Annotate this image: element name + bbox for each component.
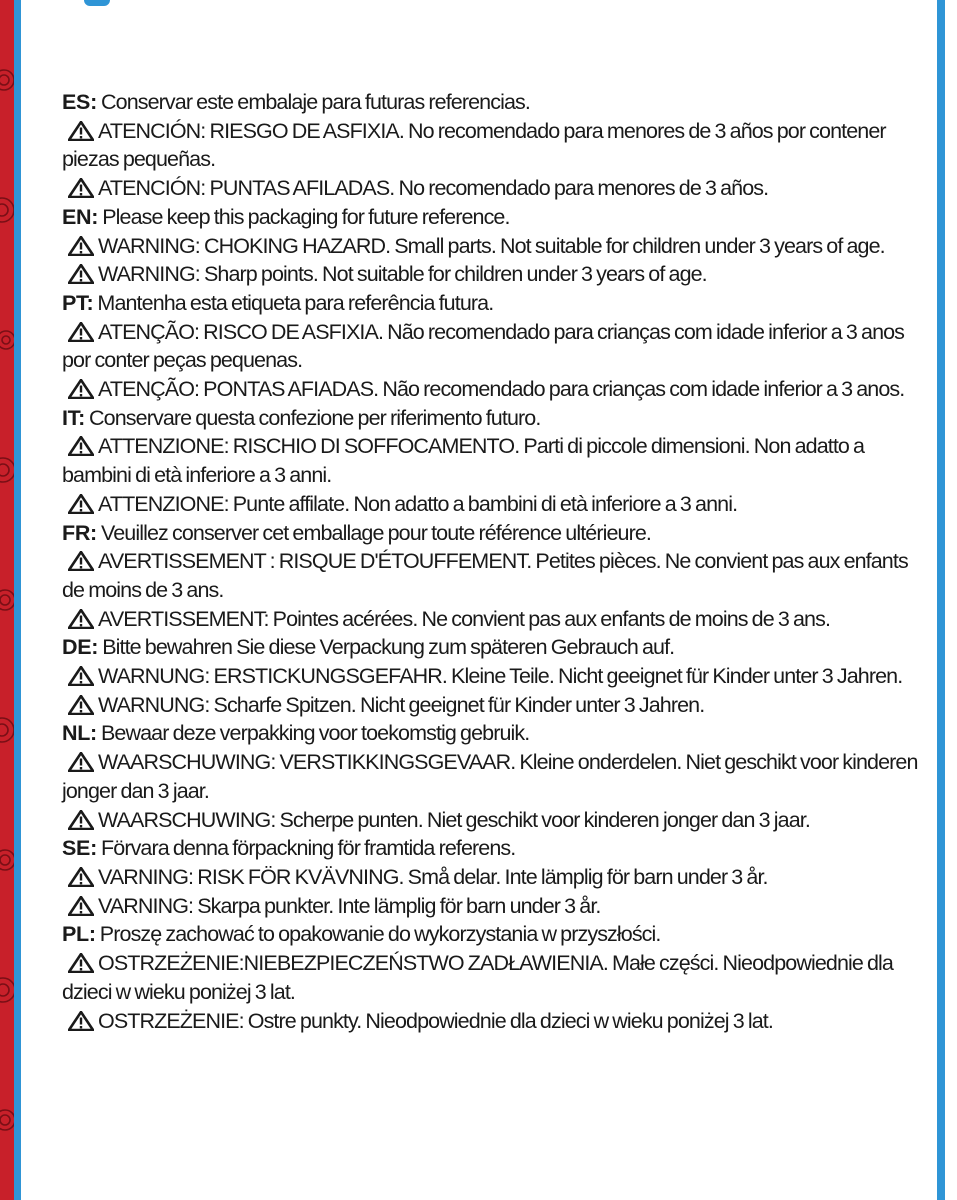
warning-line: [62, 232, 928, 261]
warning-text: OSTRZEŻENIE:NIEBEZPIECZEŃSTWO ZADŁAWIENIA. Małe części. Nieodpowiednie dla dzieci w wieku poniżej 3 lat.: [62, 951, 893, 1004]
keep-packaging-text: Förvara denna förpackning för framtida referens.: [96, 836, 516, 861]
warning-triangle-icon: [68, 752, 94, 772]
warning-text: ATENCIÓN: RIESGO DE ASFIXIA. No recomendado para menores de 3 años por contener piezas pequeñas.: [62, 118, 886, 172]
keep-packaging-text: Conservare questa confezione per riferimento futuro.: [84, 405, 541, 430]
left-decorative-strip: [0, 0, 14, 1200]
keep-packaging-text: Conservar este embalaje para futuras referencias.: [96, 90, 530, 114]
warning-line: [62, 662, 928, 691]
language-keep-line: [62, 203, 928, 232]
warning-triangle-icon: [68, 379, 94, 399]
keep-packaging-text: Bewaar deze verpakking voor toekomstig gebruik.: [96, 721, 530, 746]
warning-triangle-icon: [68, 1011, 94, 1031]
warning-text: ATTENZIONE: RISCHIO DI SOFFOCAMENTO. Parti di piccole dimensioni. Non adatto a bambini di età inferiore a 3 anni.: [62, 434, 865, 488]
warning-text: AVERTISSEMENT: Pointes acérées. Ne convient pas aux enfants de moins de 3 ans.: [98, 606, 831, 631]
warning-triangle-icon: [68, 953, 94, 973]
keep-packaging-text: Please keep this packaging for future reference.: [98, 204, 510, 229]
warning-triangle-icon: [68, 867, 94, 887]
language-keep-line: [62, 920, 928, 949]
warning-text: WARNUNG: ERSTICKUNGSGEFAHR. Kleine Teile. Nicht geeignet für Kinder unter 3 Jahren.: [98, 664, 903, 689]
warning-line: [62, 748, 928, 805]
warning-line: [62, 605, 928, 634]
warning-line: [62, 174, 928, 203]
warning-text: OSTRZEŻENIE: Ostre punkty. Nieodpowiednie dla dzieci w wieku poniżej 3 lat.: [98, 1008, 773, 1033]
warning-triangle-icon: [68, 264, 94, 284]
warning-text: ATTENZIONE: Punte affilate. Non adatto a bambini di età inferiore a 3 anni.: [98, 491, 738, 516]
warning-line: [62, 892, 928, 921]
warning-triangle-icon: [68, 178, 94, 198]
warning-line: [62, 863, 928, 892]
warning-triangle-icon: [68, 896, 94, 916]
warning-text: WARNING: CHOKING HAZARD. Small parts. Not suitable for children under 3 years of age.: [98, 233, 885, 258]
language-keep-line: [62, 404, 928, 433]
language-code: NL:: [62, 721, 97, 746]
warning-triangle-icon: [68, 810, 94, 830]
warning-text: WAARSCHUWING: Scherpe punten. Niet geschikt voor kinderen jonger dan 3 jaar.: [98, 807, 810, 832]
warning-text: ATENCIÓN: PUNTAS AFILADAS. No recomendado para menores de 3 años.: [98, 176, 769, 201]
warning-triangle-icon: [68, 322, 94, 342]
right-margin: [945, 0, 957, 1200]
warning-line: [62, 1007, 928, 1036]
warning-line: [62, 806, 928, 835]
warning-text: ATENÇÃO: RISCO DE ASFIXIA. Não recomendado para crianças com idade inferior a 3 anos por conter peças pequenas.: [62, 319, 905, 373]
warning-line: [62, 375, 928, 404]
language-keep-line: [62, 519, 928, 548]
warning-text: VARNING: Skarpa punkter. Inte lämplig för barn under 3 år.: [98, 893, 601, 918]
warning-triangle-icon: [68, 236, 94, 256]
language-keep-line: [62, 633, 928, 662]
warning-line: [62, 949, 928, 1006]
warning-line: [62, 490, 928, 519]
warning-text: AVERTISSEMENT : RISQUE D'ÉTOUFFEMENT. Petites pièces. Ne convient pas aux enfants de moins de 3 ans.: [62, 549, 908, 602]
warning-line: [62, 432, 928, 489]
warning-triangle-icon: [68, 695, 94, 715]
language-code: DE:: [62, 635, 99, 660]
left-frame-border: [14, 0, 21, 1200]
warning-triangle-icon: [68, 121, 94, 141]
language-code: ES:: [62, 90, 97, 114]
warning-text: ATENÇÃO: PONTAS AFIADAS. Não recomendado para crianças com idade inferior a 3 anos.: [98, 377, 905, 402]
warning-line: [62, 318, 928, 375]
language-keep-line: [62, 289, 928, 318]
language-code: PL:: [62, 922, 96, 947]
warning-text: WARNING: Sharp points. Not suitable for children under 3 years of age.: [98, 262, 707, 287]
warning-text: WARNUNG: Scharfe Spitzen. Nicht geeignet für Kinder unter 3 Jahren.: [98, 692, 705, 717]
warning-triangle-icon: [68, 551, 94, 571]
language-code: EN:: [62, 204, 99, 229]
language-code: SE:: [62, 836, 97, 861]
spiral-pattern: [0, 0, 14, 1200]
top-partial-logo-mark: [84, 0, 110, 6]
language-keep-line: [62, 88, 928, 117]
warning-line: [62, 691, 928, 720]
warning-line: [62, 117, 928, 174]
warning-triangle-icon: [68, 666, 94, 686]
keep-packaging-text: Proszę zachować to opakowanie do wykorzystania w przyszłości.: [95, 922, 661, 947]
warning-line: [62, 547, 928, 604]
warning-triangle-icon: [68, 609, 94, 629]
language-keep-line: [62, 834, 928, 863]
warning-text: VARNING: RISK FÖR KVÄVNING. Små delar. Inte lämplig för barn under 3 år.: [98, 864, 768, 889]
language-code: FR:: [62, 520, 97, 545]
right-frame-border: [937, 0, 945, 1200]
warning-triangle-icon: [68, 436, 94, 456]
keep-packaging-text: Mantenha esta etiqueta para referência futura.: [93, 290, 494, 315]
safety-warnings-block: [62, 88, 928, 1035]
language-code: IT:: [62, 405, 85, 430]
keep-packaging-text: Bitte bewahren Sie diese Verpackung zum späteren Gebrauch auf.: [98, 635, 675, 660]
language-keep-line: [62, 719, 928, 748]
warning-text: WAARSCHUWING: VERSTIKKINGSGEVAAR. Kleine onderdelen. Niet geschikt voor kinderen jonger dan 3 jaar.: [62, 750, 918, 803]
warning-triangle-icon: [68, 494, 94, 514]
language-code: PT:: [62, 290, 94, 315]
warning-line: [62, 260, 928, 289]
keep-packaging-text: Veuillez conserver cet emballage pour toute référence ultérieure.: [96, 520, 651, 545]
